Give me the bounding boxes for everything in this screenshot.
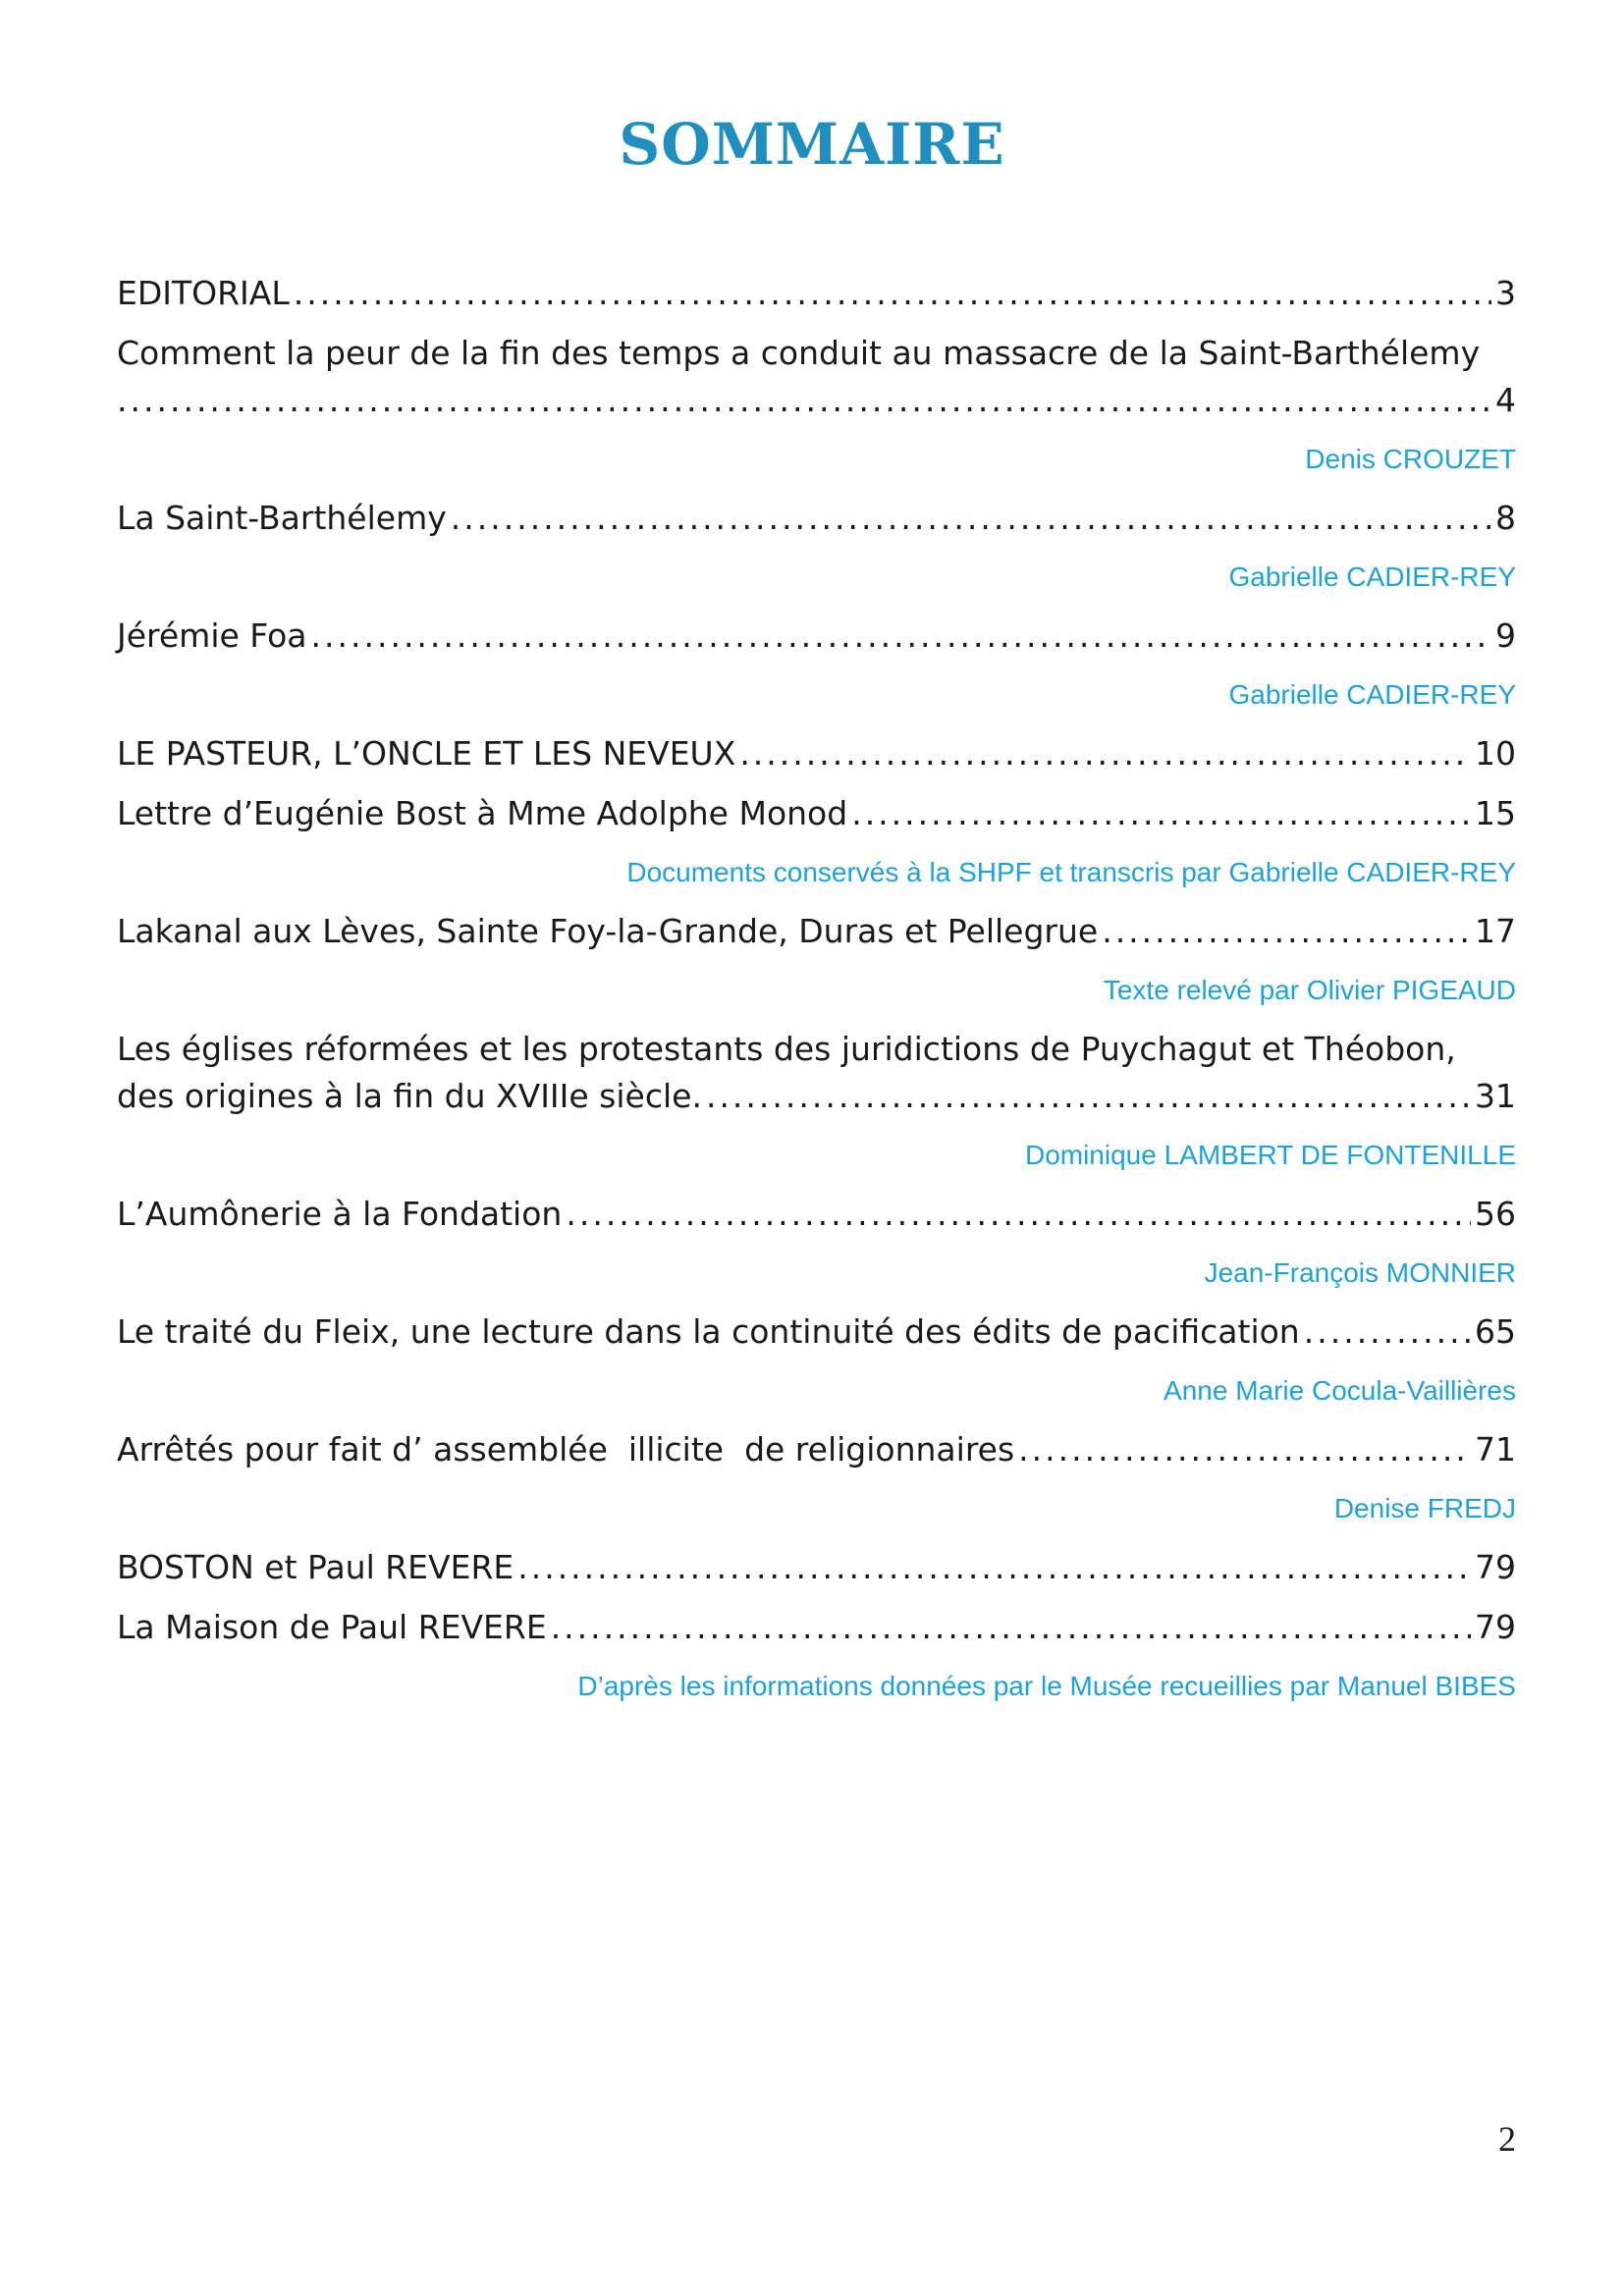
dot-leader [566, 1191, 1471, 1238]
toc-entry[interactable] [117, 1191, 1516, 1238]
toc-entry[interactable] [117, 1604, 1516, 1651]
toc-entry-author: Texte relevé par Olivier PIGEAUD [1103, 975, 1516, 1005]
toc-entry-title-continued: des origines à la fin du XVIIIe siècle. [117, 1077, 702, 1115]
toc-entry-title: Arrêtés pour fait d’ assemblée illicite de religionnaires [117, 1430, 1015, 1468]
dot-leader [1018, 1426, 1471, 1473]
dot-leader [551, 1604, 1471, 1651]
toc-entry[interactable] [117, 1308, 1516, 1356]
toc-entry-title: Lettre d’Eugénie Bost à Mme Adolphe Monod [117, 794, 848, 832]
toc-entry[interactable] [117, 1026, 1516, 1120]
toc-entry-title: Jérémie Foa [117, 616, 307, 655]
dot-leader [1304, 1308, 1471, 1356]
toc-entry[interactable] [117, 730, 1516, 777]
toc-entry-author: Anne Marie Cocula-Vaillières [1164, 1375, 1516, 1406]
toc-entry-author: Gabrielle CADIER-REY [1228, 561, 1516, 592]
dot-leader [311, 613, 1491, 660]
toc-entry-page: 10 [1475, 734, 1516, 773]
toc-entry-title: LE PASTEUR, L’ONCLE ET LES NEVEUX [117, 734, 736, 773]
toc-entry-author: Documents conservés à la SHPF et transcris par Gabrielle CADIER-REY [626, 857, 1516, 887]
toc-entry-page: 15 [1475, 794, 1516, 832]
toc-entry[interactable] [117, 1544, 1516, 1591]
toc-entry-title: EDITORIAL [117, 274, 290, 312]
toc-entry-title: Les églises réformées et les protestants des juridictions de Puychagut et Théobon, [117, 1030, 1456, 1068]
toc-entry-author: D’après les informations données par le Musée recueillies par Manuel BIBES [577, 1671, 1516, 1701]
toc-entry-title: Lakanal aux Lèves, Sainte Foy-la-Grande, Duras et Pellegrue [117, 912, 1099, 950]
toc-entry[interactable] [117, 495, 1516, 542]
toc-entry-page: 65 [1475, 1312, 1516, 1351]
toc-entry-title: La Saint-Barthélemy [117, 499, 447, 537]
toc-entry-author: Denis CROUZET [1305, 444, 1516, 474]
toc-entry-page: 56 [1475, 1195, 1516, 1233]
toc-entry-page: 79 [1475, 1548, 1516, 1586]
dot-leader [1102, 908, 1471, 955]
page-title: SOMMAIRE [619, 111, 1005, 178]
toc-entry-author: Jean-François MONNIER [1204, 1257, 1516, 1288]
dot-leader [851, 790, 1471, 837]
toc-entry-title: Comment la peur de la fin des temps a conduit au massacre de la Saint-Barthélemy [117, 334, 1481, 372]
toc-entry-title: Le traité du Fleix, une lecture dans la continuité des édits de pacification [117, 1312, 1300, 1351]
dot-leader [451, 495, 1491, 542]
toc-entry-title: BOSTON et Paul REVERE [117, 1548, 514, 1586]
toc-entry[interactable] [117, 270, 1516, 317]
toc-entry-author: Dominique LAMBERT DE FONTENILLE [1024, 1140, 1516, 1170]
toc-entry[interactable] [117, 908, 1516, 955]
toc-entry-page: 17 [1475, 912, 1516, 950]
dot-leader [117, 377, 1491, 424]
dot-leader [739, 730, 1471, 777]
toc-entry-author: Denise FREDJ [1333, 1493, 1516, 1523]
toc-entry-title: La Maison de Paul REVERE [117, 1608, 547, 1646]
toc-entry[interactable] [117, 613, 1516, 660]
toc-entry-page: 8 [1495, 499, 1516, 537]
toc-entry-page: 79 [1475, 1608, 1516, 1646]
table-of-contents [117, 270, 1516, 1722]
dot-leader [294, 270, 1491, 317]
dot-leader [517, 1544, 1471, 1591]
toc-entry-title: L’Aumônerie à la Fondation [117, 1195, 563, 1233]
toc-entry[interactable] [117, 1426, 1516, 1473]
toc-entry-author: Gabrielle CADIER-REY [1228, 679, 1516, 710]
toc-entry-page: 9 [1495, 616, 1516, 655]
toc-entry-page: 31 [1475, 1077, 1516, 1115]
toc-entry-page: 4 [1495, 381, 1516, 419]
toc-entry-page: 3 [1495, 274, 1516, 312]
toc-entry[interactable] [117, 790, 1516, 837]
toc-entry-page: 71 [1475, 1430, 1516, 1468]
dot-leader [706, 1073, 1471, 1120]
toc-entry[interactable] [117, 330, 1516, 424]
page-number: 2 [1498, 2119, 1516, 2159]
